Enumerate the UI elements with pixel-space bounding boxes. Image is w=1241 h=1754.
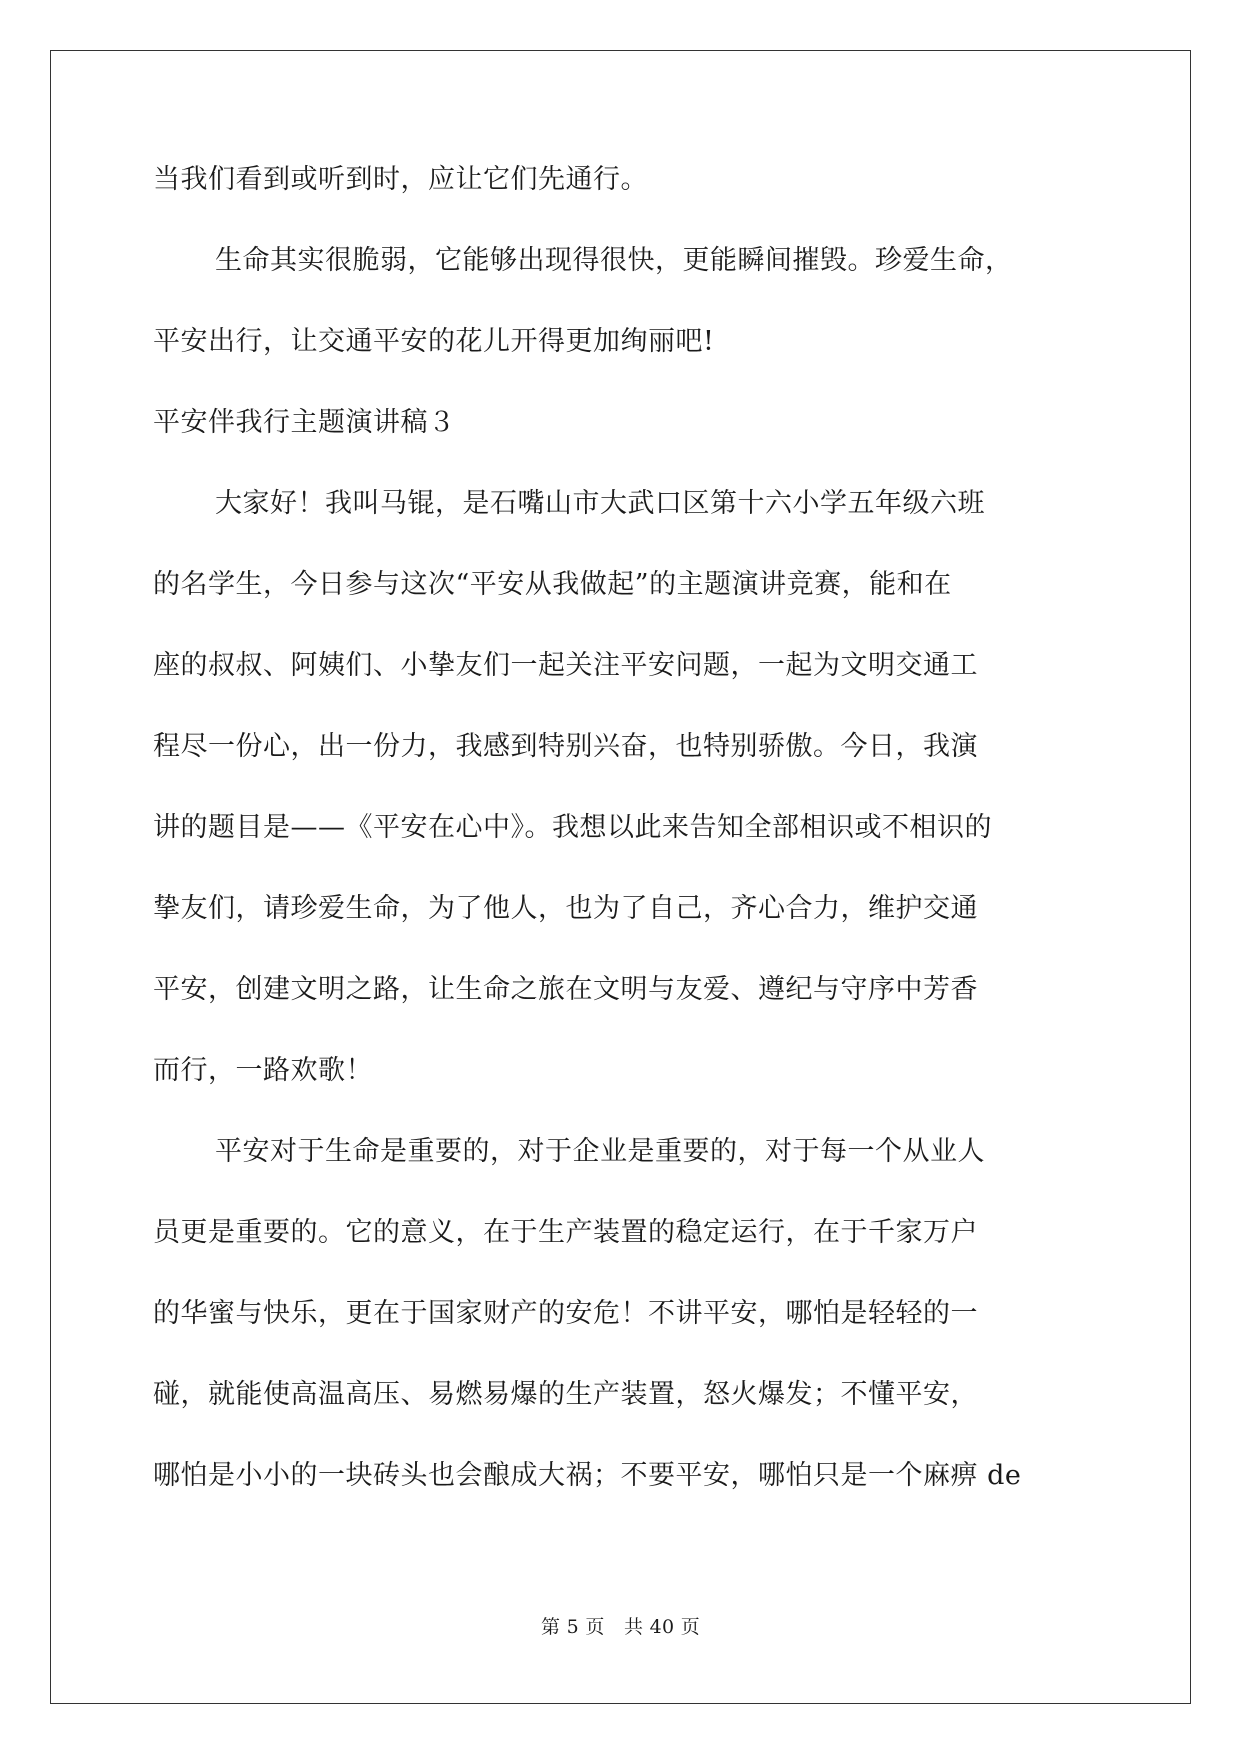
text-line: 讲的题目是——《平安在心中》。我想以此来告知全部相识或不相识的 xyxy=(153,812,992,843)
text-line: 员更是重要的。它的意义，在于生产装置的稳定运行，在于千家万户 xyxy=(153,1217,978,1248)
text-line: 平安，创建文明之路，让生命之旅在文明与友爱、遵纪与守序中芳香 xyxy=(153,974,978,1005)
text-line: 的华蜜与快乐，更在于国家财产的安危！不讲平安，哪怕是轻轻的一 xyxy=(153,1298,978,1329)
text-line: 大家好！我叫马锟，是石嘴山市大武口区第十六小学五年级六班 xyxy=(215,488,985,519)
text-line: 碰，就能使高温高压、易燃易爆的生产装置，怒火爆发；不懂平安， xyxy=(153,1379,978,1410)
text-line: 平安对于生命是重要的，对于企业是重要的，对于每一个从业人 xyxy=(215,1136,985,1167)
section-heading: 平安伴我行主题演讲稿３ xyxy=(153,407,456,438)
text-line: 哪怕是小小的一块砖头也会酿成大祸；不要平安，哪怕只是一个麻痹 de xyxy=(153,1460,1022,1491)
text-line: 座的叔叔、阿姨们、小挚友们一起关注平安问题，一起为文明交通工 xyxy=(153,650,978,681)
text-line: 而行，一路欢歌！ xyxy=(153,1055,373,1086)
page-number: 第 5 页 共 40 页 xyxy=(540,1616,701,1638)
text-line: 的名学生，今日参与这次“平安从我做起”的主题演讲竞赛，能和在 xyxy=(153,569,952,600)
document-body xyxy=(153,166,1113,1489)
text-line: 当我们看到或听到时，应让它们先通行。 xyxy=(153,164,648,195)
text-line: 平安出行，让交通平安的花儿开得更加绚丽吧! xyxy=(153,326,715,357)
text-line: 挚友们，请珍爱生命，为了他人，也为了自己，齐心合力，维护交通 xyxy=(153,893,978,924)
text-line: 生命其实很脆弱，它能够出现得很快，更能瞬间摧毁。珍爱生命， xyxy=(215,245,1013,276)
text-line: 程尽一份心，出一份力，我感到特别兴奋，也特别骄傲。今日，我演 xyxy=(153,731,978,762)
